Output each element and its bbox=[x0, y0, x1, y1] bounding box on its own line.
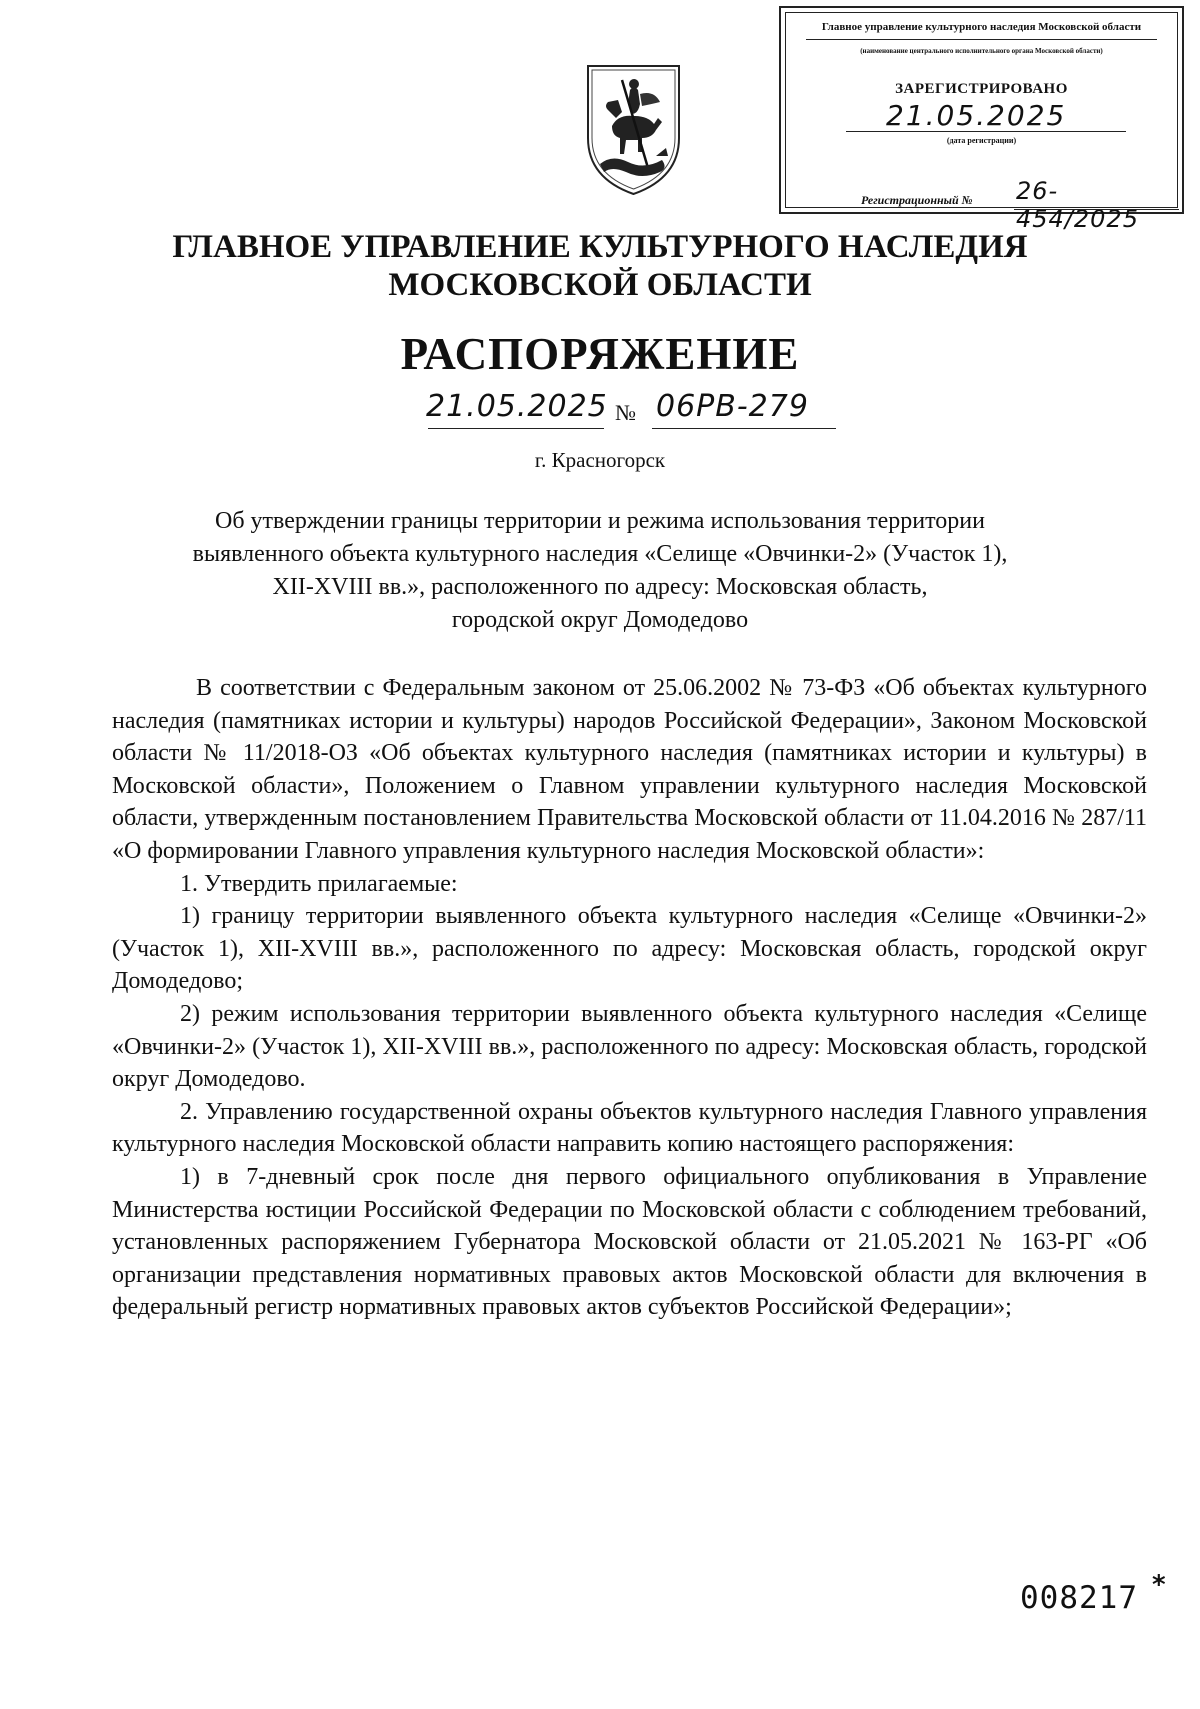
stamp-agency-caption: (наименование центрального исполнительного органа Московской области) bbox=[860, 47, 1103, 55]
body-paragraph-item-1-2: 2) режим использования территории выявленного объекта культурного наследия «Селище «Овчинки-2» (Участок 1), XII-XVIII вв.», расположенного по адресу: Московская область, городской округ Домодедово. bbox=[112, 1000, 1147, 1093]
body-paragraph-preamble: В соответствии с Федеральным законом от 25.06.2002 № 73-ФЗ «Об объектах культурного наследия (памятниках истории и культуры) народов Российской Федерации», Законом Московской области № 11/2018-ОЗ «Об объектах культурного наследия (памятниках истории и культуры) в Московской области», Положением о Главном управлении культурного наследия Московской области, утвержденным постановлением Правительства Московской области от 11.04.2016 № 287/11 «О формировании Главного управления культурного наследия Московской области»: bbox=[112, 675, 1147, 864]
body-paragraph-item-1: 1. Утвердить прилагаемые: bbox=[180, 870, 458, 897]
order-number: 06РВ-279 bbox=[656, 389, 809, 424]
stamp-agency-underline bbox=[806, 39, 1157, 40]
stamp-registration-number: 26-454/2025 bbox=[1016, 177, 1139, 233]
moscow-oblast-coat-of-arms-icon bbox=[582, 60, 685, 198]
document-body bbox=[112, 672, 1147, 1324]
body-paragraph-item-1-1: 1) границу территории выявленного объекта культурного наследия «Селище «Овчинки-2» (Участок 1), XII-XVIII вв.», расположенного по адресу: Московская область, городской округ Домодедово; bbox=[112, 903, 1147, 995]
document-subject bbox=[100, 505, 1100, 637]
order-number-sign: № bbox=[615, 400, 636, 425]
order-number-underline bbox=[652, 428, 836, 429]
page-asterisk-mark: * bbox=[1152, 1570, 1166, 1600]
subject-line: выявленного объекта культурного наследия «Селище «Овчинки-2» (Участок 1), bbox=[192, 541, 1008, 567]
stamp-agency-name: Главное управление культурного наследия Московской области bbox=[821, 21, 1142, 33]
body-paragraph-item-2-1: 1) в 7-дневный срок после дня первого официального опубликования в Управление Министерства юстиции Российской Федерации по Московской области с соблюдением требований, установленных распоряжением Губернатора Московской области от 21.05.2021 № 163-РГ «Об организации представления нормативных правовых актов Московской области для включения в федеральный регистр нормативных правовых актов субъектов Российской Федерации»; bbox=[112, 1163, 1147, 1321]
stamp-date-underline bbox=[846, 131, 1126, 132]
stamp-number-label: Регистрационный № bbox=[861, 193, 973, 207]
place-of-issue: г. Красногорск bbox=[534, 448, 666, 472]
agency-title bbox=[0, 228, 1200, 304]
page-serial-number: 008217 bbox=[1020, 1580, 1138, 1616]
order-date-underline bbox=[428, 428, 604, 429]
stamp-registered-label: ЗАРЕГИСТРИРОВАНО bbox=[895, 81, 1068, 97]
registration-stamp-inner-frame bbox=[785, 12, 1178, 233]
subject-line: городской округ Домодедово bbox=[451, 607, 749, 633]
order-date: 21.05.2025 bbox=[426, 389, 608, 424]
document-type-title: РАСПОРЯЖЕНИЕ bbox=[400, 329, 800, 379]
registration-stamp bbox=[779, 6, 1184, 233]
subject-line: Об утверждении границы территории и режима использования территории bbox=[215, 508, 985, 534]
stamp-date-caption: (дата регистрации) bbox=[946, 136, 1017, 145]
stamp-number-underline bbox=[1014, 209, 1179, 210]
agency-title-line2: МОСКОВСКОЙ ОБЛАСТИ bbox=[388, 267, 812, 303]
body-paragraph-item-2: 2. Управлению государственной охраны объектов культурного наследия Главного управления культурного наследия Московской области направить копию настоящего распоряжения: bbox=[112, 1098, 1147, 1158]
subject-line: XII-XVIII вв.», расположенного по адресу: Московская область, bbox=[272, 574, 928, 600]
stamp-registration-date: 21.05.2025 bbox=[886, 99, 1067, 132]
agency-title-line1: ГЛАВНОЕ УПРАВЛЕНИЕ КУЛЬТУРНОГО НАСЛЕДИЯ bbox=[172, 229, 1028, 265]
